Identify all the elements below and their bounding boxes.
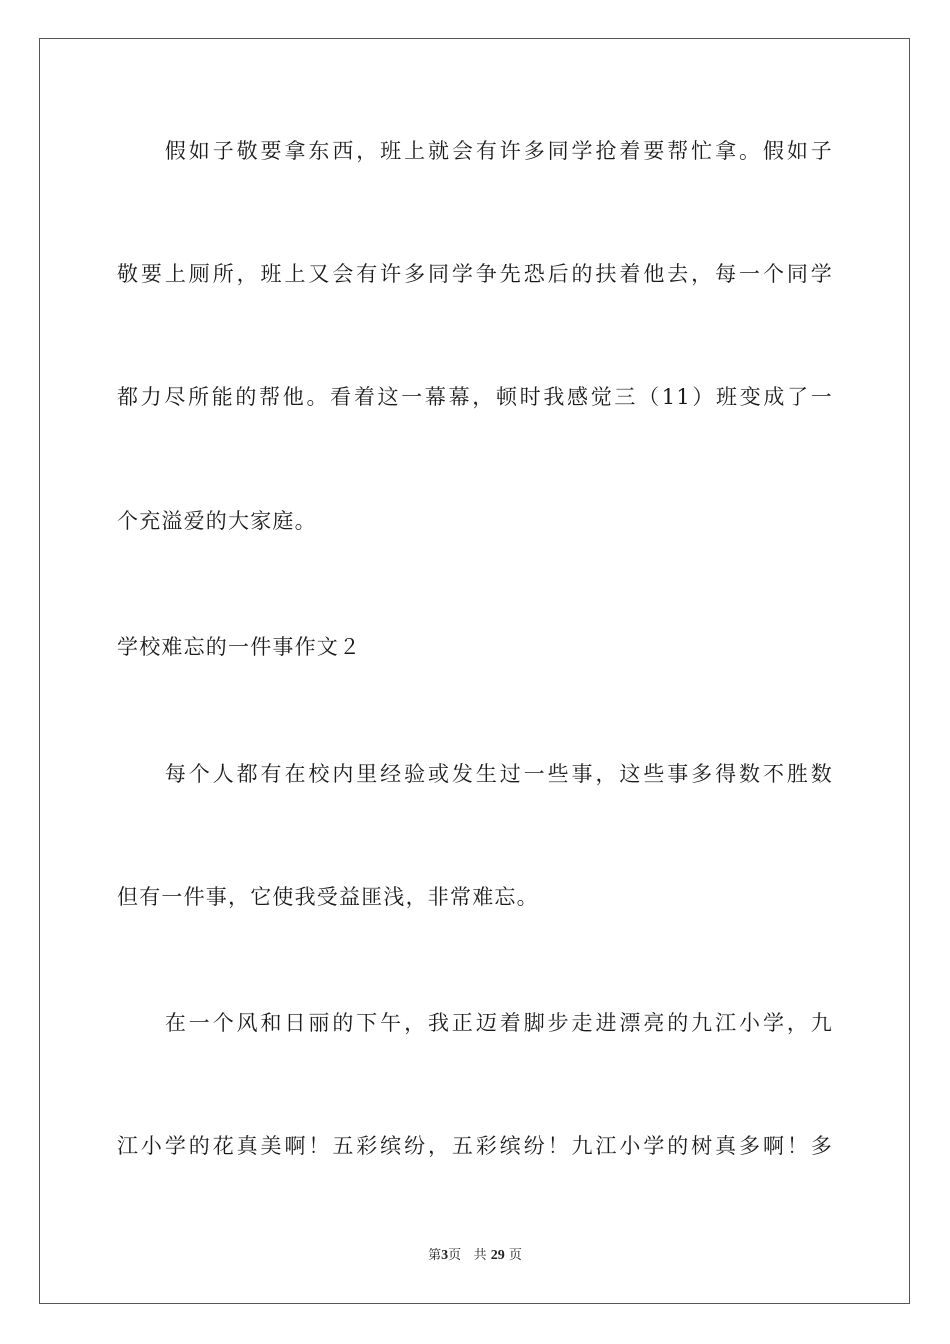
page-suffix: 页 xyxy=(448,1248,462,1263)
paragraph-line: 假如子敬要拿东西，班上就会有许多同学抢着要帮忙拿。假如子 xyxy=(117,139,833,163)
paragraph-line: 在一个风和日丽的下午，我正迈着脚步走进漂亮的九江小学，九 xyxy=(117,1011,833,1035)
total-prefix: 共 xyxy=(473,1248,487,1263)
page-footer xyxy=(0,1247,950,1265)
total-suffix: 页 xyxy=(508,1248,522,1263)
paragraph-line: 都力尽所能的帮他。看着这一幕幕，顿时我感觉三（11）班变成了一 xyxy=(117,385,833,409)
page-prefix: 第 xyxy=(428,1248,442,1263)
paragraph-line: 江小学的花真美啊！五彩缤纷，五彩缤纷！九江小学的树真多啊！多 xyxy=(117,1134,833,1158)
paragraph-line: 敬要上厕所，班上又会有许多同学争先恐后的扶着他去，每一个同学 xyxy=(117,262,833,286)
page-border xyxy=(39,38,910,1304)
page-number: 3 xyxy=(441,1248,449,1263)
section-title: 学校难忘的一件事作文２ xyxy=(117,635,362,659)
paragraph-line: 每个人都有在校内里经验或发生过一些事，这些事多得数不胜数 xyxy=(117,762,833,786)
paragraph-line: 个充溢爱的大家庭。 xyxy=(117,509,317,533)
paragraph-line: 但有一件事，它使我受益匪浅，非常难忘。 xyxy=(117,885,539,909)
total-pages: 29 xyxy=(490,1248,505,1263)
